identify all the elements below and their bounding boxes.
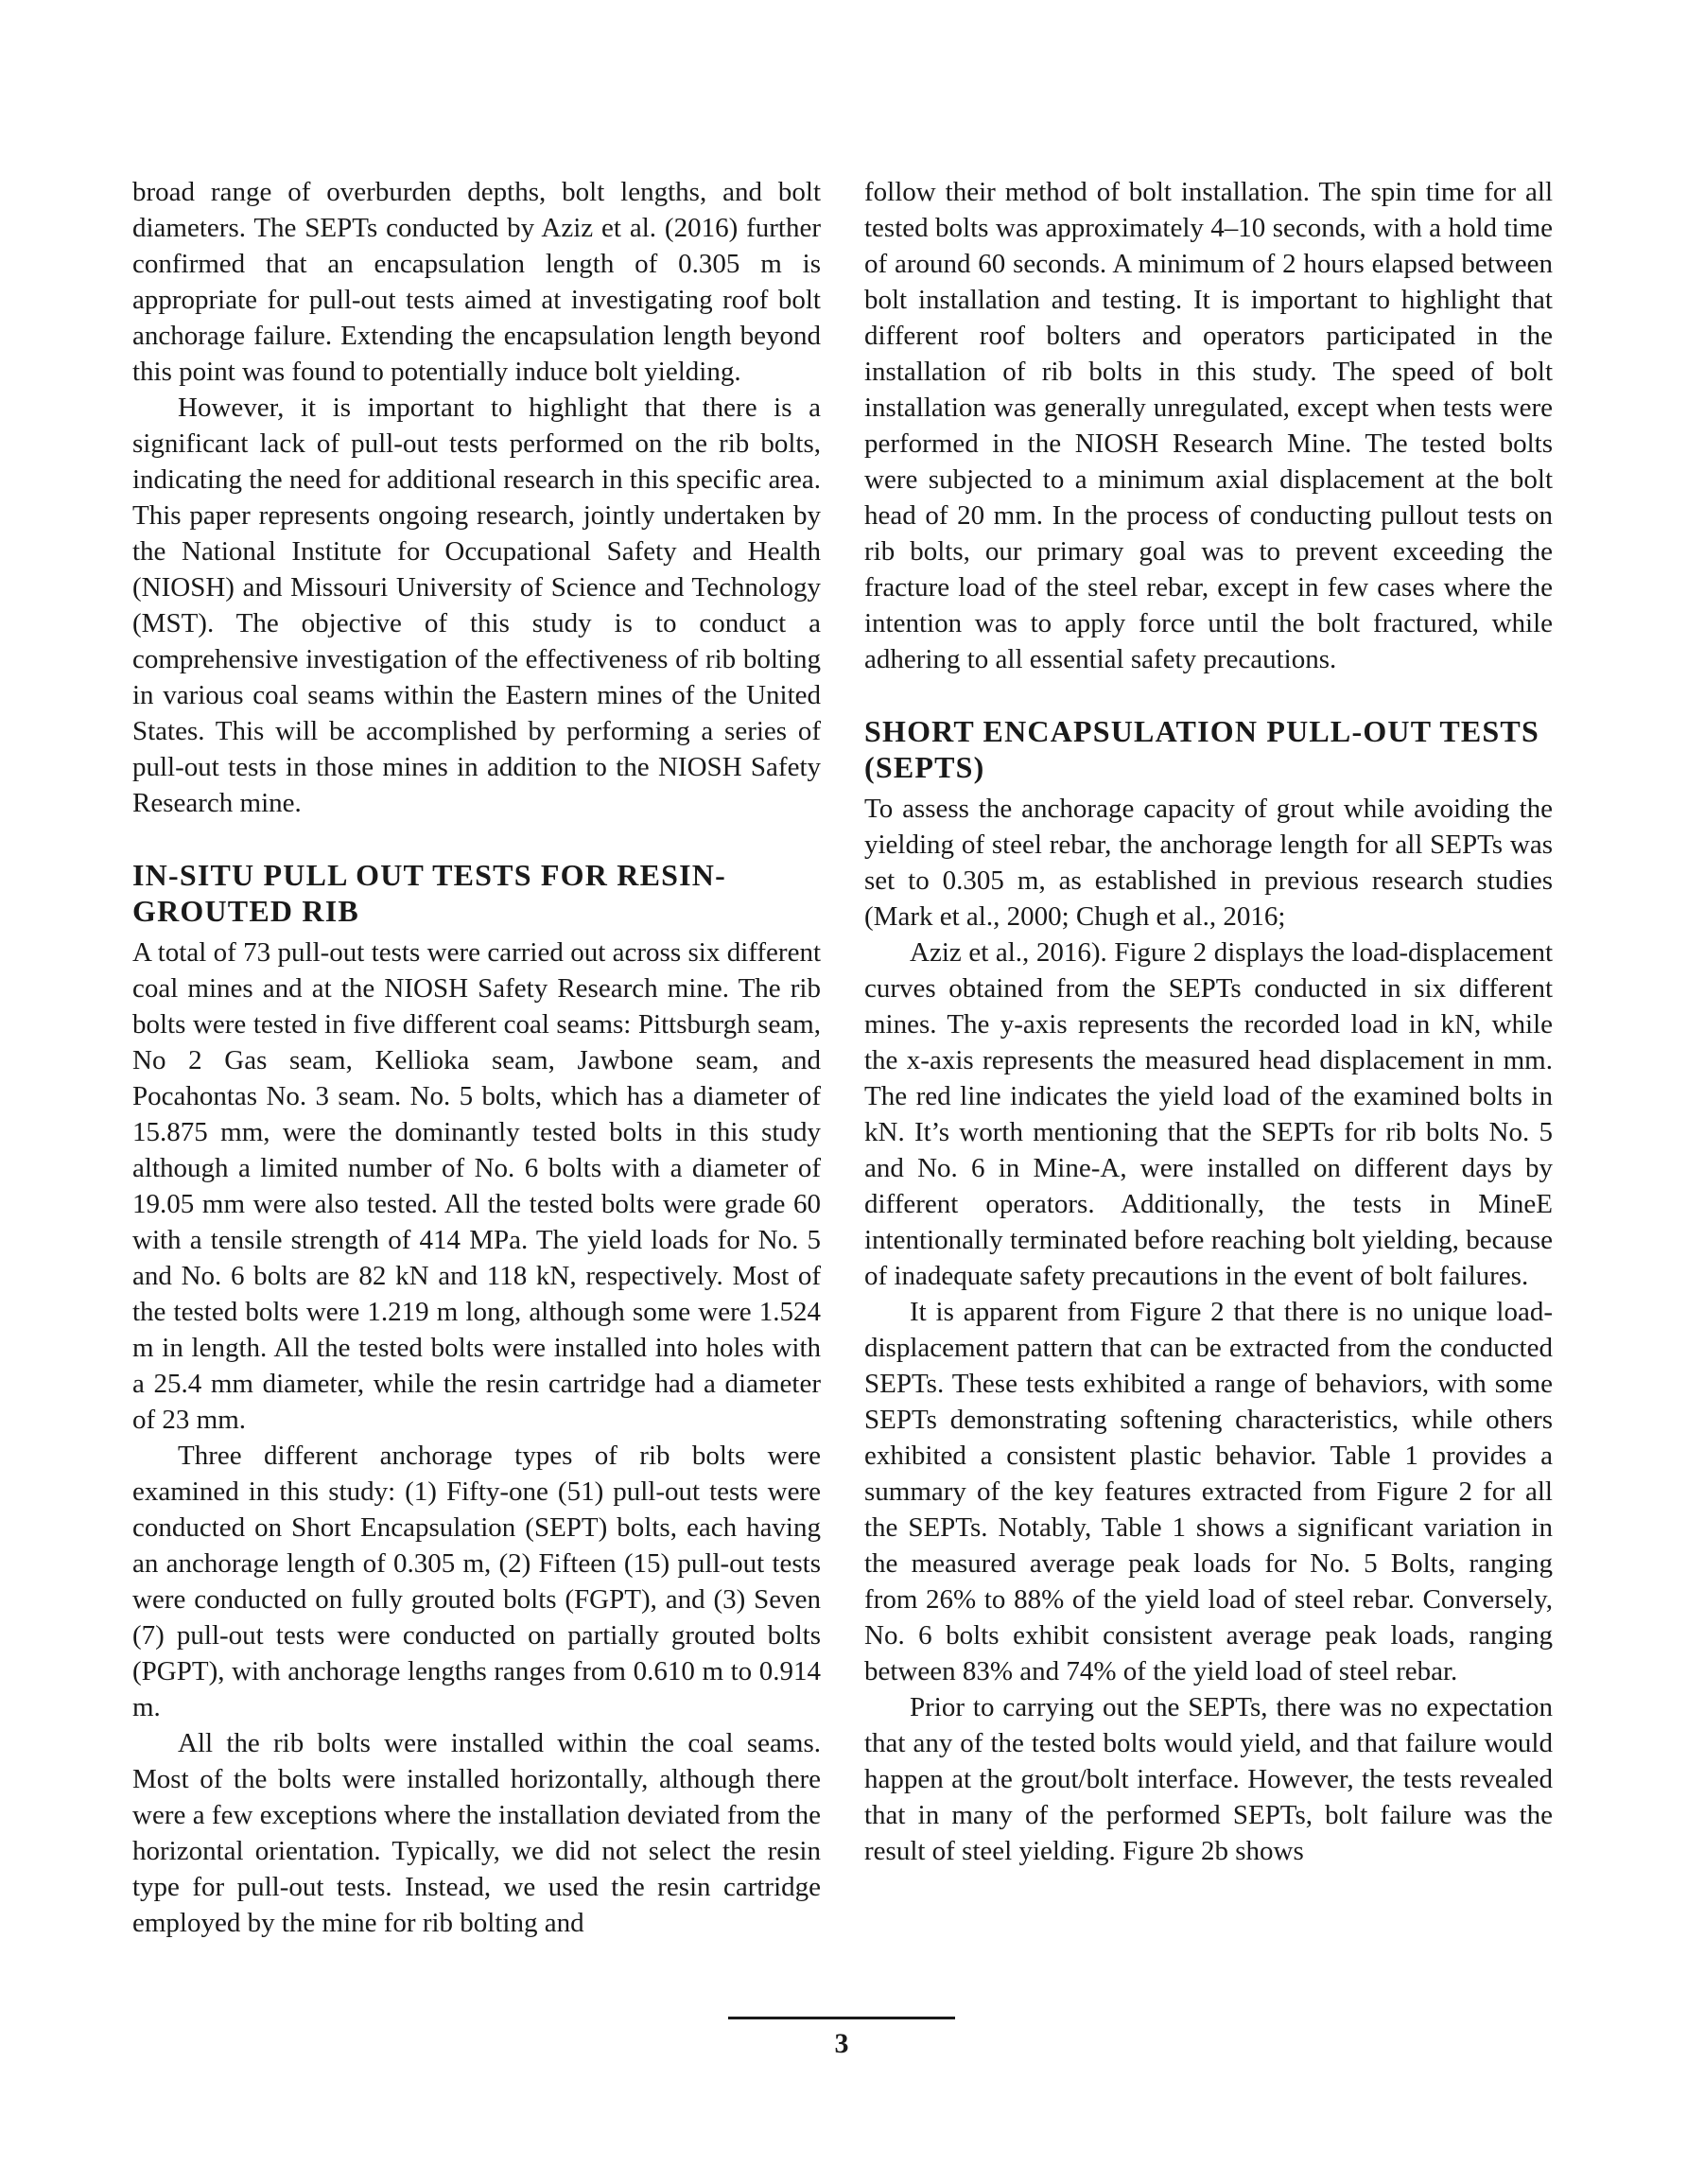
footer-rule [728, 2017, 955, 2019]
paragraph: follow their method of bolt installation. The spin time for all tested bolts was approximately 4–10 seconds, with a hold time of around 60 seconds. A minimum of 2 hours elapsed between bolt installation and testing. It is important to highlight that different roof bolters and operators participated in the installation of rib bolts in this study. The speed of bolt installation was generally unregulated, except when tests were performed in the NIOSH Research Mine. The tested bolts were subjected to a minimum axial displacement at the bolt head of 20 mm. In the process of conducting pullout tests on rib bolts, our primary goal was to prevent exceeding the fracture load of the steel rebar, except in few cases where the intention was to apply force until the bolt fractured, while adhering to all essential safety precautions. [864, 177, 1553, 674]
paragraph: It is apparent from Figure 2 that there is no unique load-displacement pattern that can be extracted from the conducted SEPTs. These tests exhibited a range of behaviors, with some SEPTs demonstrating softening characteristics, while others exhibited a consistent plastic behavior. Table 1 provides a summary of the key features extracted from Figure 2 for all the SEPTs. Notably, Table 1 shows a significant variation in the measured average peak loads for No. 5 Bolts, ranging from 26% to 88% of the yield load of steel rebar. Conversely, No. 6 bolts exhibit consistent average peak loads, ranging between 83% and 74% of the yield load of steel rebar. [864, 1297, 1553, 1686]
left-column [132, 174, 821, 1941]
section-heading: IN-SITU PULL OUT TESTS FOR RESIN-GROUTED RIB [132, 858, 726, 928]
paragraph: Aziz et al., 2016). Figure 2 displays the load-displacement curves obtained from the SEPTs conducted in six different mines. The y-axis represents the recorded load in kN, while the x-axis represents the measured head displacement in mm. The red line indicates the yield load of the examined bolts in kN. It’s worth mentioning that the SEPTs for rib bolts No. 5 and No. 6 in Mine-A, were installed on different days by different operators. Additionally, the tests in MineE intentionally terminated before reaching bolt yielding, because of inadequate safety precautions in the event of bolt failures. [864, 937, 1553, 1291]
paragraph: Three different anchorage types of rib bolts were examined in this study: (1) Fifty-one (51) pull-out tests were conducted on Short Encapsulation (SEPT) bolts, each having an anchorage length of 0.305 m, (2) Fifteen (15) pull-out tests were conducted on fully grouted bolts (FGPT), and (3) Seven (7) pull-out tests were conducted on partially grouted bolts (PGPT), with anchorage lengths ranges from 0.610 m to 0.914 m. [132, 1441, 821, 1722]
paragraph: broad range of overburden depths, bolt lengths, and bolt diameters. The SEPTs conducted by Aziz et al. (2016) further confirmed that an encapsulation length of 0.305 m is appropriate for pull-out tests aimed at investigating roof bolt anchorage failure. Extending the encapsulation length beyond this point was found to potentially induce bolt yielding. [132, 177, 821, 387]
paragraph: All the rib bolts were installed within the coal seams. Most of the bolts were installed horizontally, although there were a few exceptions where the installation deviated from the horizontal orientation. Typically, we did not select the resin type for pull-out tests. Instead, we used the resin cartridge employed by the mine for rib bolting and [132, 1728, 821, 1938]
paragraph: A total of 73 pull-out tests were carried out across six different coal mines and at the NIOSH Safety Research mine. The rib bolts were tested in five different coal seams: Pittsburgh seam, No 2 Gas seam, Kellioka seam, Jawbone seam, and Pocahontas No. 3 seam. No. 5 bolts, which has a diameter of 15.875 mm, were the dominantly tested bolts in this study although a limited number of No. 6 bolts with a diameter of 19.05 mm were also tested. All the tested bolts were grade 60 with a tensile strength of 414 MPa. The yield loads for No. 5 and No. 6 bolts are 82 kN and 118 kN, respectively. Most of the tested bolts were 1.219 m long, although some were 1.524 m in length. All the tested bolts were installed into holes with a 25.4 mm diameter, while the resin cartridge had a diameter of 23 mm. [132, 937, 821, 1435]
paragraph: However, it is important to highlight that there is a significant lack of pull-out tests performed on the rib bolts, indicating the need for additional research in this specific area. This paper represents ongoing research, jointly undertaken by the National Institute for Occupational Safety and Health (NIOSH) and Missouri University of Science and Technology (MST). The objective of this study is to conduct a comprehensive investigation of the effectiveness of rib bolting in various coal seams within the Eastern mines of the United States. This will be accomplished by performing a series of pull-out tests in those mines in addition to the NIOSH Safety Research mine. [132, 393, 821, 818]
section-heading: SHORT ENCAPSULATION PULL-OUT TESTS (SEPTS) [864, 714, 1539, 784]
page-number: 3 [834, 2028, 849, 2059]
paragraph: Prior to carrying out the SEPTs, there was no expectation that any of the tested bolts would yield, and that failure would happen at the grout/bolt interface. However, the tests revealed that in many of the performed SEPTs, bolt failure was the result of steel yielding. Figure 2b shows [864, 1692, 1553, 1866]
right-column [864, 174, 1553, 1869]
paragraph: To assess the anchorage capacity of grout while avoiding the yielding of steel rebar, the anchorage length for all SEPTs was set to 0.305 m, as established in previous research studies (Mark et al., 2000; Chugh et al., 2016; [864, 794, 1553, 932]
